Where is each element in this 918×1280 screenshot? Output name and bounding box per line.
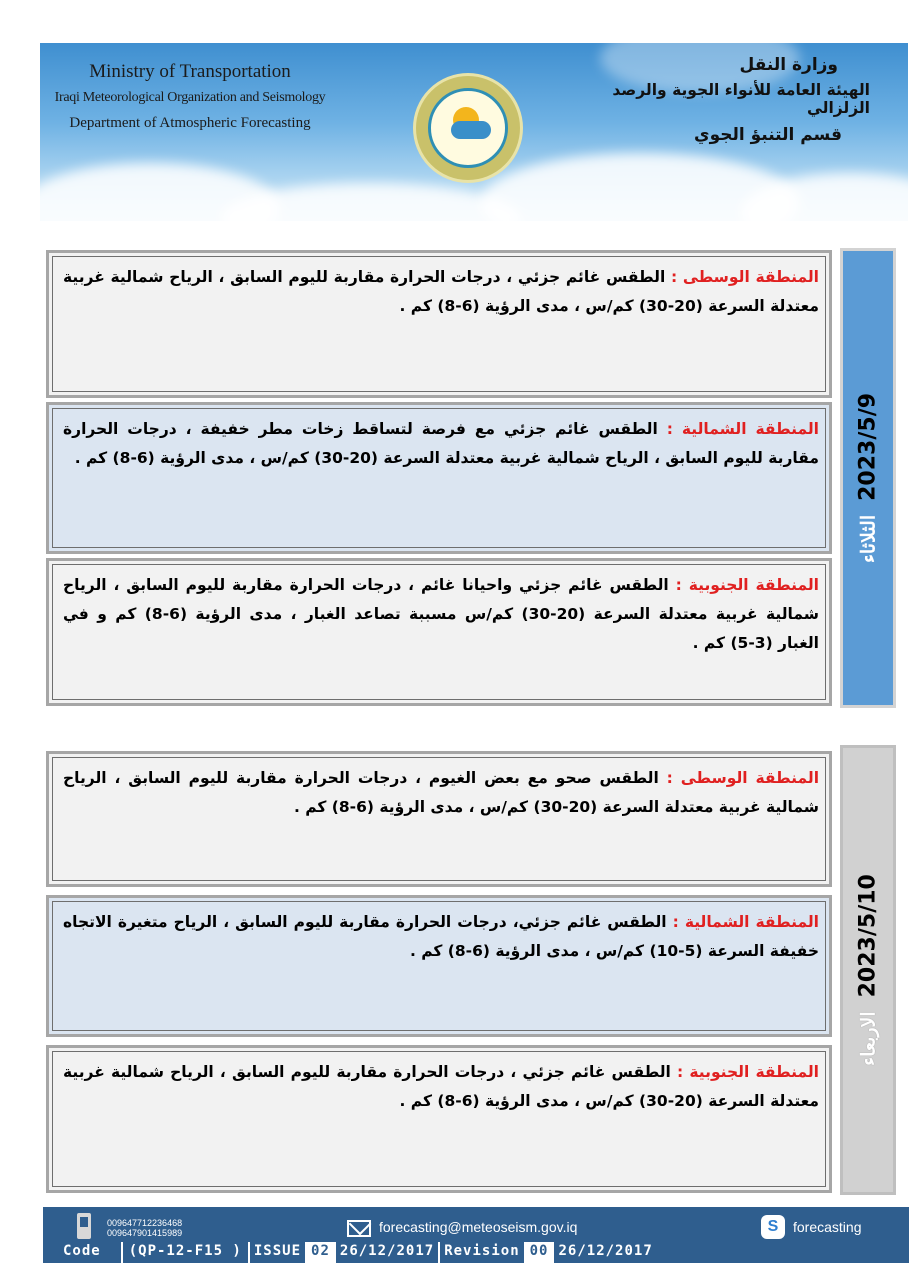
ministry-name-ar: وزارة النقل [739,55,838,75]
department-name-ar: قسم التنبؤ الجوي [694,125,842,145]
forecast-date: 2023/5/10 [855,874,881,998]
organization-name-ar: الهيئة العامة للأنواء الجوية والرصد الزلزالي [612,81,870,117]
region-text: الطقس صحو مع بعض الغيوم ، درجات الحرارة مقاربة لليوم السابق ، الرياح شمالية غربية معتدلة السرعة (20-30) كم/س ، مدى الرؤية (6-8) كم . [63,769,819,816]
revision-date: 26/12/2017 [552,1242,656,1263]
region-box-north [46,895,832,1037]
issue-number: 02 [305,1242,334,1263]
email-address[interactable]: forecasting@meteoseism.gov.iq [379,1219,578,1235]
phone-number-2: 009647901415989 [107,1228,183,1238]
region-forecast [63,571,819,658]
region-forecast [63,263,819,321]
document-footer [43,1207,909,1263]
region-forecast [63,908,819,966]
revision-label: Revision [438,1242,523,1263]
ministry-name-en: Ministry of Transportation [89,61,291,82]
date-bar [840,745,896,1195]
region-text: الطقس غائم جزئي ، درجات الحرارة مقاربة لليوم السابق ، الرياح شمالية غربية معتدلة السرعة (20-30) كم/س ، مدى الرؤية (6-8) كم . [63,268,819,315]
department-name-en: Department of Atmospheric Forecasting [69,115,311,131]
code-label: Code [63,1243,101,1259]
region-box-south [46,558,832,706]
forecast-date: 2023/5/9 [855,392,881,501]
region-name: المنطقة الوسطى : [670,268,819,286]
forecast-weekday: الثلاثاء [857,514,879,564]
date-bar [840,248,896,708]
document-code-bar [43,1242,909,1263]
forecast-day-2 [46,745,896,1195]
revision-number: 00 [524,1242,553,1263]
region-forecast [63,415,819,473]
region-name: المنطقة الشمالية : [672,913,819,931]
forecast-weekday: الاربعاء [857,1011,879,1066]
meteorology-seal-icon [413,73,523,183]
header-banner [40,43,908,221]
organization-name-en: Iraqi Meteorological Organization and Seismology [54,90,326,105]
region-forecast [63,764,819,822]
region-text: الطقس غائم جزئي، درجات الحرارة مقاربة لليوم السابق ، الرياح متغيرة الاتجاه خفيفة السرعة (5-10) كم/س ، مدى الرؤية (6-8) كم . [63,913,819,960]
region-box-north [46,402,832,554]
region-forecast [63,1058,819,1116]
region-name: المنطقة الجنوبية : [677,1063,819,1081]
phone-number-1: 009647712236468 [107,1218,183,1228]
code-value: (QP-12-F15 ) [121,1242,248,1263]
skype-handle[interactable]: forecasting [793,1219,862,1235]
skype-icon: S [761,1215,785,1239]
region-text: الطقس غائم جزئي واحيانا غائم ، درجات الحرارة مقاربة لليوم السابق ، الرياح شمالية غربية معتدلة السرعة (20-30) كم/س مسببة تصاعد الغبار ، مدى الرؤية (6-8) كم و في الغبار (3-5) كم . [63,576,819,652]
mail-icon [347,1220,371,1237]
issue-date: 26/12/2017 [334,1242,438,1263]
region-name: المنطقة الشمالية : [666,420,819,438]
region-text: الطقس غائم جزئي ، درجات الحرارة مقاربة لليوم السابق ، الرياح شمالية غربية معتدلة السرعة (20-30) كم/س ، مدى الرؤية (6-8) كم . [63,1063,819,1110]
phone-icon [77,1213,91,1239]
arabic-header [550,55,870,145]
issue-label: ISSUE [248,1242,305,1263]
phone-numbers [107,1218,182,1238]
forecast-day-1 [46,248,896,708]
region-box-south [46,1045,832,1193]
region-name: المنطقة الوسطى : [666,769,820,787]
region-box-central [46,751,832,887]
region-box-central [46,250,832,398]
region-name: المنطقة الجنوبية : [675,576,819,594]
english-header [40,61,340,132]
region-text: الطقس غائم جزئي مع فرصة لتساقط زخات مطر خفيفة ، درجات الحرارة مقاربة لليوم السابق ، الرياح شمالية غربية معتدلة السرعة (20-30) كم/س ، مدى الرؤية (6-8) كم . [63,420,819,467]
